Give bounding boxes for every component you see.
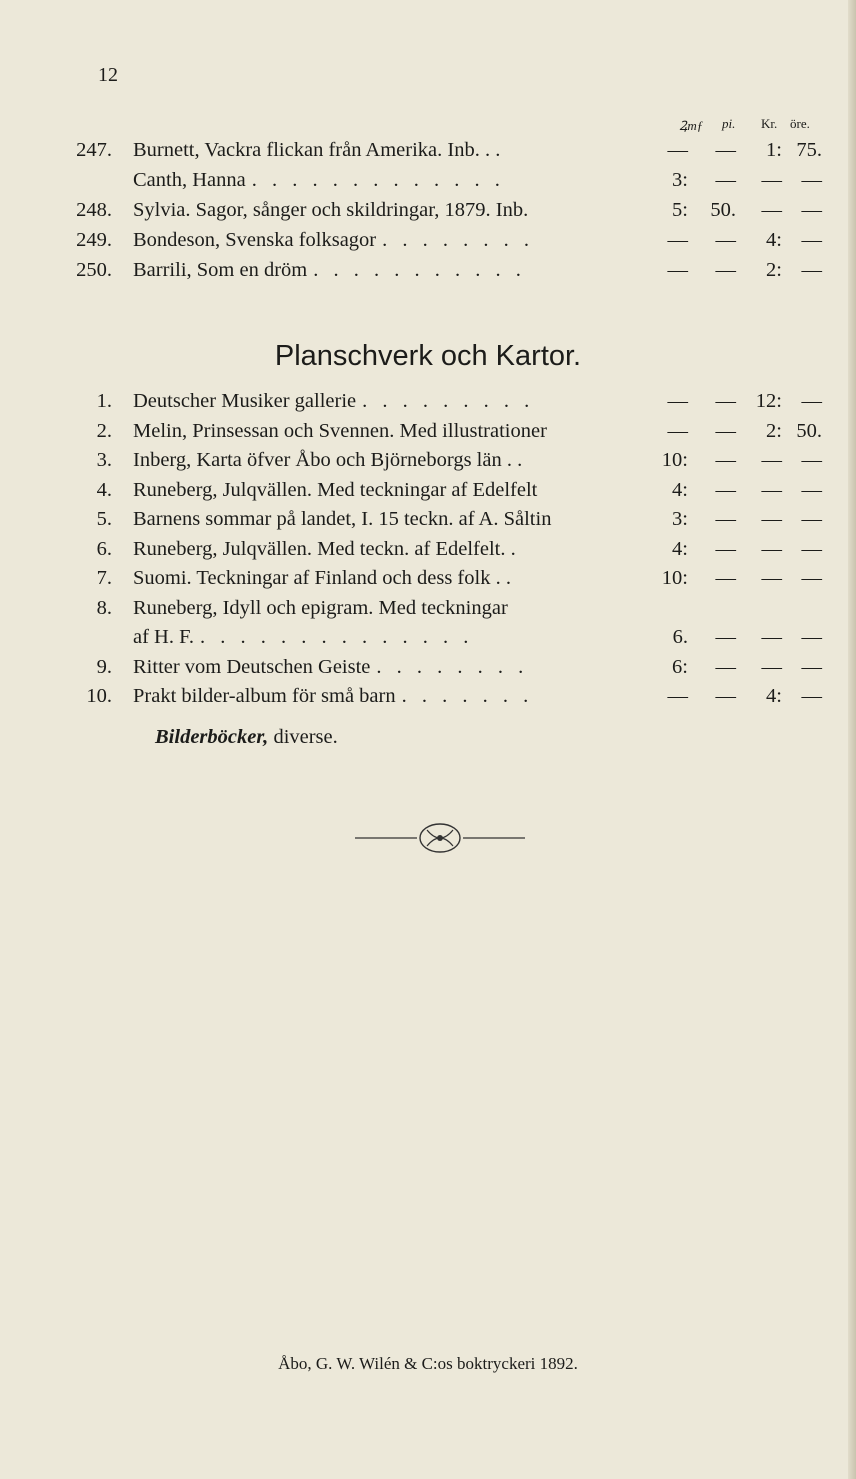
price-kr: — (761, 199, 782, 221)
item-title: Barrili, Som en dröm (133, 259, 308, 281)
bilderbocker-line (155, 726, 338, 749)
price-penni: — (715, 655, 736, 678)
price-kr: 2: (766, 419, 782, 442)
price-ore: — (801, 626, 822, 648)
col-head-ore: öre. (790, 116, 810, 131)
price-mark: 10: (661, 449, 688, 471)
list-item (0, 449, 856, 477)
price-penni: — (715, 390, 736, 412)
list-item (0, 656, 856, 684)
price-mark: 5: (672, 199, 688, 221)
price-penni: — (715, 139, 736, 161)
price-penni: — (715, 626, 736, 648)
item-number: 2. (96, 419, 112, 442)
price-penni: — (715, 567, 736, 589)
price-ore: — (801, 508, 822, 530)
price-kr: — (761, 449, 782, 471)
price-mark: 10: (661, 567, 688, 589)
price-mark: — (667, 229, 688, 251)
price-penni: — (715, 685, 736, 707)
item-title: Ritter vom Deutschen Geiste (133, 655, 371, 678)
item-title: Sylvia. Sagor, sånger och skildringar, 1879. Inb. (133, 199, 529, 221)
item-title: Melin, Prinsessan och Svennen. Med illustrationer (133, 419, 547, 442)
list-item (0, 597, 856, 625)
leader-dots: . . . . . . . (401, 685, 534, 707)
item-title: Barnens sommar på landet, I. 15 teckn. af A. Såltin (133, 508, 552, 530)
list-item (0, 390, 856, 418)
price-mark: 4: (672, 478, 688, 501)
price-kr: 2: (766, 259, 782, 281)
price-kr: — (761, 169, 782, 191)
price-ore: — (801, 567, 822, 589)
price-kr: 4: (766, 229, 782, 251)
price-mark: — (667, 139, 688, 161)
list-item (0, 139, 856, 167)
col-head-kr: Kr. (761, 116, 778, 131)
price-penni: 50. (710, 199, 736, 221)
price-kr: 12: (755, 390, 782, 412)
list-item (0, 479, 856, 507)
price-mark: 4: (672, 537, 688, 560)
item-title: af H. F. (133, 626, 194, 648)
price-mark: 6. (672, 626, 688, 648)
item-number: 10. (86, 685, 112, 707)
item-number: 3. (96, 449, 112, 471)
price-ore: — (801, 685, 822, 707)
price-mark: — (667, 259, 688, 281)
list-item (0, 199, 856, 227)
bilder-rest: diverse. (268, 726, 338, 748)
price-ore: — (801, 199, 822, 221)
price-kr: — (761, 626, 782, 648)
price-penni: — (715, 537, 736, 560)
item-title: Deutscher Musiker gallerie (133, 390, 357, 412)
item-number: 8. (96, 596, 112, 619)
leader-dots: . . . . . . . . . . . . . (251, 169, 505, 191)
printer-footer: Åbo, G. W. Wilén & C:os boktryckeri 1892. (278, 1354, 578, 1373)
price-penni: — (715, 449, 736, 471)
item-number: 5. (96, 508, 112, 530)
price-kr: — (761, 478, 782, 501)
price-ore: 75. (796, 139, 822, 161)
price-ore: — (801, 169, 822, 191)
item-title: Bondeson, Svenska folksagor (133, 229, 377, 251)
item-number: 6. (96, 537, 112, 560)
leader-dots: . . . . . . . . (376, 655, 529, 678)
list-item (0, 508, 856, 536)
list-item (0, 229, 856, 257)
price-ore: — (801, 655, 822, 678)
price-penni: — (715, 478, 736, 501)
leader-dots: . . . . . . . . . . . . . . (200, 626, 474, 648)
item-title: Runeberg, Julqvällen. Med teckn. af Edelfelt. . (133, 537, 516, 560)
list-item (0, 685, 856, 713)
item-title: Prakt bilder-album för små barn (133, 685, 396, 707)
item-title: Runeberg, Idyll och epigram. Med teckningar (133, 596, 508, 619)
price-ore: — (801, 259, 822, 281)
fleuron-divider-icon (355, 818, 525, 862)
item-number: 9. (96, 655, 112, 678)
price-kr: — (761, 655, 782, 678)
price-mark: 3: (672, 508, 688, 530)
price-penni: — (715, 508, 736, 530)
price-kr: 4: (766, 685, 782, 707)
price-ore: — (801, 478, 822, 501)
item-title: Canth, Hanna (133, 169, 246, 191)
price-mark: 6: (672, 655, 688, 678)
page-number: 12 (98, 64, 118, 86)
col-head-mark: Ꝝmƒ (679, 118, 704, 133)
price-penni: — (715, 169, 736, 191)
price-ore: 50. (796, 419, 822, 442)
leader-dots: . . . . . . . . . (362, 390, 535, 412)
price-kr: 1: (766, 139, 782, 161)
list-item (0, 420, 856, 448)
item-number: 247. (76, 139, 112, 161)
list-item (0, 259, 856, 287)
col-head-penni: pi. (722, 116, 736, 131)
price-mark: — (667, 390, 688, 412)
item-title: Runeberg, Julqvällen. Med teckningar af Edelfelt (133, 478, 538, 501)
price-penni: — (715, 419, 736, 442)
price-kr: — (761, 567, 782, 589)
item-number: 4. (96, 478, 112, 501)
price-penni: — (715, 229, 736, 251)
item-number: 7. (96, 567, 112, 589)
list-item (0, 169, 856, 197)
bilder-title: Bilderböcker, (155, 726, 269, 748)
item-title: Burnett, Vackra flickan från Amerika. Inb. . . (133, 139, 501, 161)
price-ore: — (801, 449, 822, 471)
item-title: Suomi. Teckningar af Finland och dess folk . . (133, 567, 511, 589)
price-mark: 3: (672, 169, 688, 191)
item-number: 1. (96, 390, 112, 412)
price-ore: — (801, 390, 822, 412)
price-kr: — (761, 508, 782, 530)
list-item (0, 567, 856, 595)
section-title: Planschverk och Kartor. (274, 340, 582, 372)
leader-dots: . . . . . . . . (382, 229, 535, 251)
list-item (0, 626, 856, 654)
price-ore: — (801, 537, 822, 560)
price-mark: — (667, 685, 688, 707)
item-title: Inberg, Karta öfver Åbo och Björneborgs län . . (133, 449, 523, 471)
price-ore: — (801, 229, 822, 251)
list-item (0, 538, 856, 566)
price-mark: — (667, 419, 688, 442)
leader-dots: . . . . . . . . . . . (313, 259, 526, 281)
price-kr: — (761, 537, 782, 560)
price-penni: — (715, 259, 736, 281)
item-number: 249. (76, 229, 112, 251)
item-number: 250. (76, 259, 112, 281)
item-number: 248. (76, 199, 112, 221)
